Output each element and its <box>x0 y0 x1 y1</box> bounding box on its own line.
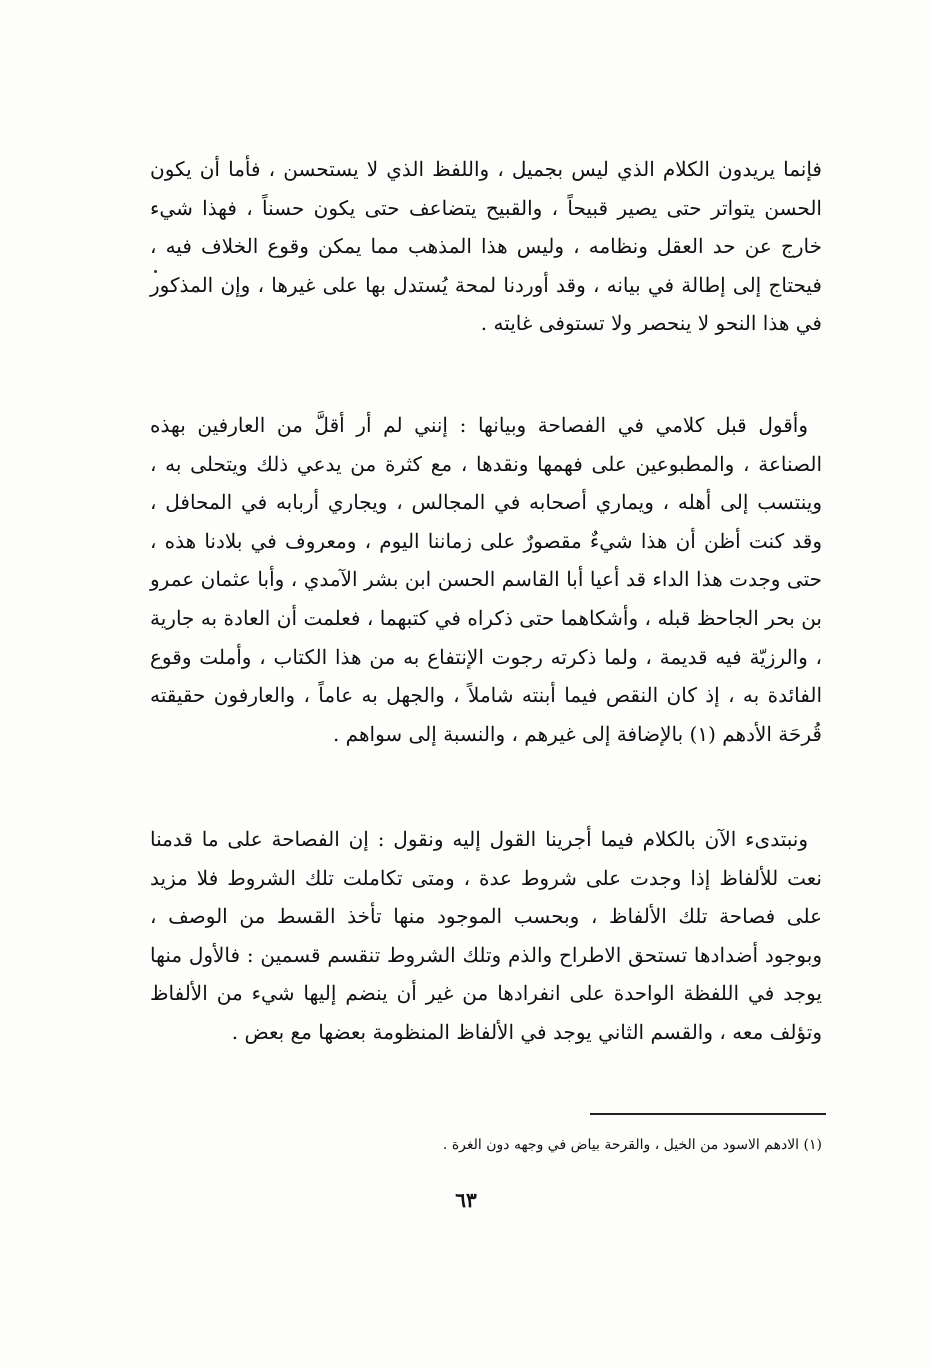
page-number: ٦٣ <box>455 1188 477 1212</box>
paragraph-3: ونبتدىء الآن بالكلام فيما أجرينا القول إليه ونقول : إن الفصاحة على ما قدمنا نعت للألفاظ إذا وجدت على شروط عدة ، ومتى تكاملت تلك الشروط فلا مزيد على فصاحة تلك الألفاظ ، وبحسب الموجود منها تأخذ القسط من الوصف ، وبوجود أضدادها تستحق الاطراح والذم وتلك الشروط تنقسم قسمين : فالأول منها يوجد في اللفظة الواحدة على انفرادها من غير أن ينضم إليها شيء من الألفاظ وتؤلف معه ، والقسم الثاني يوجد في الألفاظ المنظومة بعضها مع بعض . <box>150 827 822 1044</box>
paragraph-1: فإنما يريدون الكلام الذي ليس بجميل ، واللفظ الذي لا يستحسن ، فأما أن يكون الحسن يتواتر حتى يصير قبيحاً ، والقبيح يتضاعف حتى يكون حسناً ، فهذا شيء خارج عن حد العقل ونظامه ، وليس هذا المذهب مما يمكن وقوع الخلاف فيه ، فيحتاج إلى إطالة في بيانه ، وقد أوردنا لمحة يُستدل بها على غيرها ، وإن المذكور في هذا النحو لا ينحصر ولا تستوفى غايته . <box>150 157 822 336</box>
paragraph-2: وأقول قبل كلامي في الفصاحة وبيانها : إنني لم أر أقلَّ من العارفين بهذه الصناعة ، والمطبوعين على فهمها ونقدها ، مع كثرة من يدعي ذلك ويتحلى به ، وينتسب إلى أهله ، ويماري أصحابه في المجالس ، ويجاري أربابه في المحافل ، وقد كنت أظن أن هذا شيءٌ مقصورٌ على زماننا اليوم ، ومعروف في بلادنا هذه ، حتى وجدت هذا الداء قد أعيا أبا القاسم الحسن ابن بشر الآمدي ، وأبا عثمان عمرو بن بحر الجاحظ قبله ، وأشكاهما حتى ذكراه في كتبهما ، فعلمت أن العادة به جارية ، والرزيّة فيه قديمة ، ولما ذكرته رجوت الإنتفاع به من هذا الكتاب ، وأملت وقوع الفائدة به ، إذ كان النقص فيما أبنته شاملاً ، والجهل به عاماً ، والعارفون حقيقته قُرحَة الأدهم (١) بالإضافة إلى غيرهم ، والنسبة إلى سواهم . <box>150 413 823 746</box>
footnote-divider <box>590 1113 826 1115</box>
footnote: (١) الادهم الاسود من الخيل ، والقرحة بياض في وجهه دون الغرة . <box>442 1137 822 1153</box>
